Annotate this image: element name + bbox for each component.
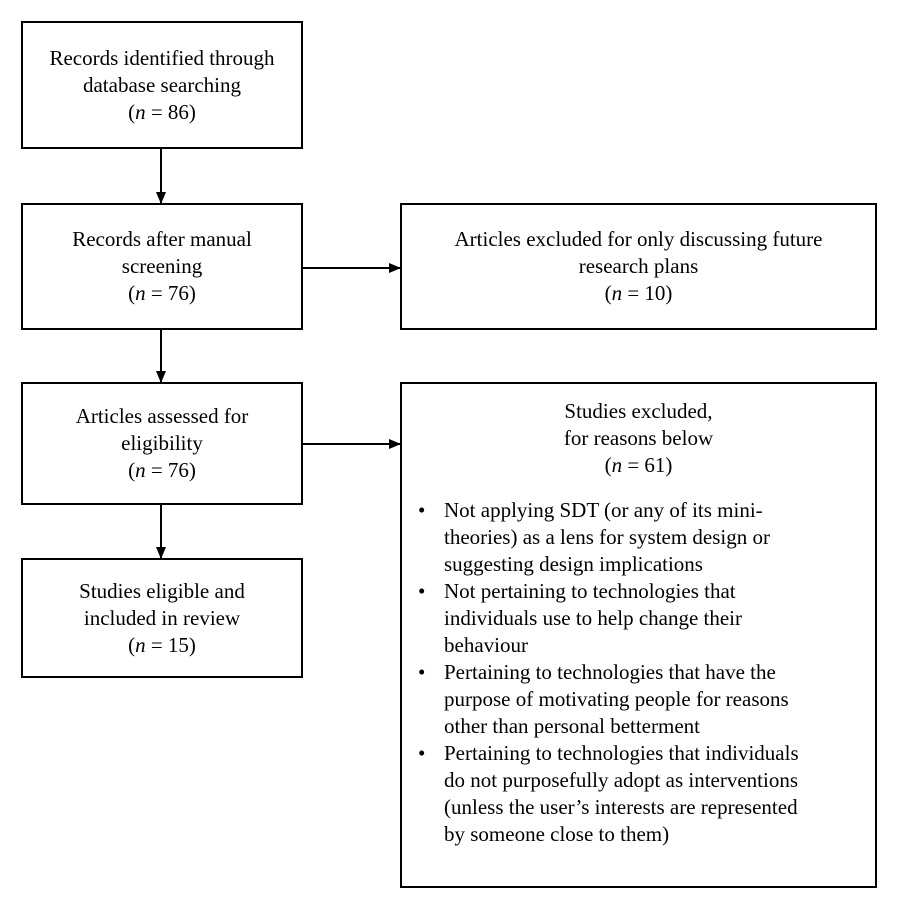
reason-line: other than personal betterment [444, 714, 700, 738]
box-articles-assessed [21, 382, 303, 505]
n-label: n [611, 453, 623, 477]
reason-line: • Pertaining to technologies that have the [444, 660, 776, 684]
exclusion-reasons-list [402, 497, 875, 848]
reason-line: do not purposefully adopt as interventions [444, 768, 799, 792]
open-paren: ( [128, 632, 136, 657]
open-paren: ( [128, 458, 136, 482]
box-text-line: research plans [578, 254, 699, 278]
exclusion-reason-item [416, 659, 855, 740]
reason-line: • Pertaining to technologies that individuals [444, 741, 799, 765]
n-label: n [135, 99, 146, 124]
n-value: = 86) [145, 99, 196, 124]
n-value: = 76) [145, 458, 196, 482]
open-paren: ( [604, 453, 612, 477]
n-label: n [135, 632, 146, 657]
reason-line: (unless the user’s interests are represented [444, 795, 798, 819]
box-articles-excluded-future [400, 203, 877, 330]
box-records-screening [21, 203, 303, 330]
box-text-line: Articles assessed for [75, 404, 249, 428]
reason-line: • Not pertaining to technologies that [444, 579, 736, 603]
open-paren: ( [604, 281, 612, 305]
reason-line: • Not applying SDT (or any of its mini- [444, 498, 763, 522]
box-text-line: eligibility [121, 431, 203, 455]
box-count [128, 457, 196, 484]
n-label: n [611, 281, 623, 305]
reason-line: theories) as a lens for system design or [444, 525, 771, 549]
box-count [605, 452, 673, 479]
box-text-line: Studies eligible and [79, 578, 245, 603]
reason-line: behaviour [444, 633, 528, 657]
reason-line: purpose of motivating people for reasons [444, 687, 789, 711]
box-text-line: Articles excluded for only discussing future [454, 227, 823, 251]
box-text-line: for reasons below [563, 426, 714, 450]
n-value: = 15) [145, 632, 196, 657]
n-value: = 76) [145, 281, 196, 305]
box-text-line: screening [121, 254, 203, 278]
n-label: n [135, 281, 146, 305]
reason-line: suggesting design implications [444, 552, 703, 576]
exclusion-reason-item [416, 497, 855, 578]
box-count [128, 280, 196, 307]
n-value: = 10) [622, 281, 673, 305]
excluded-header [402, 384, 875, 479]
box-text-line: database searching [82, 72, 241, 97]
n-label: n [135, 458, 146, 482]
box-text-line: Records identified through [49, 45, 275, 70]
box-studies-excluded [400, 382, 877, 888]
open-paren: ( [128, 281, 136, 305]
box-records-identified [21, 21, 303, 149]
box-studies-included [21, 558, 303, 678]
box-count [128, 632, 196, 659]
box-text-line: Records after manual [72, 227, 252, 251]
reason-line: by someone close to them) [444, 822, 670, 846]
n-value: = 61) [622, 453, 673, 477]
box-count [605, 280, 673, 307]
box-text-line: Studies excluded, [564, 399, 713, 423]
open-paren: ( [128, 99, 136, 124]
exclusion-reason-item [416, 578, 855, 659]
box-count [128, 99, 196, 126]
exclusion-reason-item [416, 740, 855, 848]
box-text-line: included in review [83, 605, 241, 630]
reason-line: individuals use to help change their [444, 606, 743, 630]
